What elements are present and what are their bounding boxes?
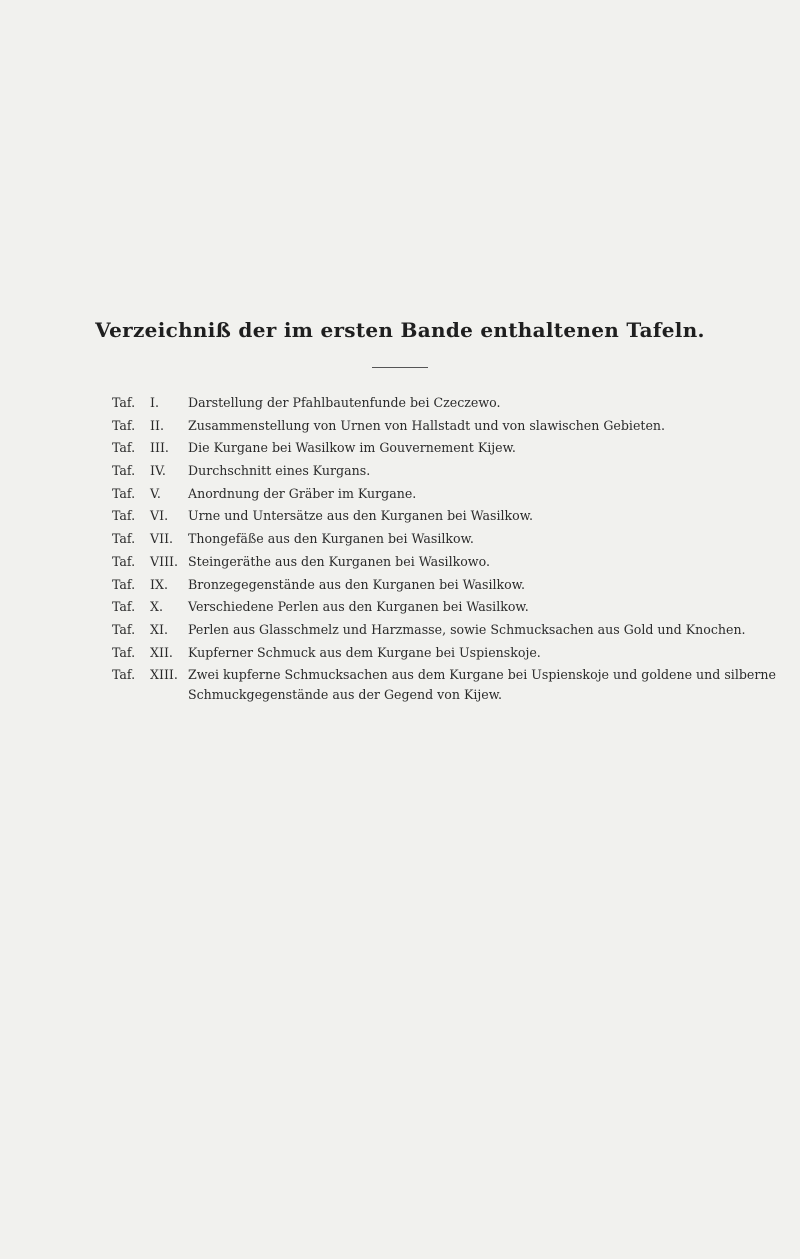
plate-abbr: Taf.: [112, 667, 136, 683]
plate-number: III.: [150, 440, 169, 456]
plate-label: [112, 552, 188, 572]
plate-number: V.: [150, 485, 161, 501]
plate-number: IV.: [150, 463, 166, 479]
plate-abbr: Taf.: [112, 553, 136, 569]
plate-label: [112, 665, 188, 685]
plate-abbr: Taf.: [112, 576, 136, 592]
plate-label: [112, 575, 188, 595]
plate-number: XII.: [150, 644, 173, 660]
list-item: [112, 416, 792, 436]
plate-abbr: Taf.: [112, 621, 136, 637]
plate-label: [112, 597, 188, 617]
plate-abbr: Taf.: [112, 508, 136, 524]
plate-label: [112, 461, 188, 481]
plate-label: [112, 484, 188, 504]
plate-label: [112, 416, 188, 436]
plate-description: Zusammenstellung von Urnen von Hallstadt und von slawischen Gebieten.: [188, 417, 666, 433]
plate-label: [112, 393, 188, 413]
plate-label: [112, 438, 188, 458]
plate-description: Die Kurgane bei Wasilkow im Gouvernement Kijew.: [188, 440, 516, 456]
plate-description: Bronzegegenstände aus den Kurganen bei Wasilkow.: [188, 576, 526, 592]
plate-label: [112, 506, 188, 526]
list-item: [112, 575, 792, 595]
plate-description: Zwei kupferne Schmucksachen aus dem Kurgane bei Uspienskoje und goldene und silberne Schmuckgegenstände aus der Gegend von Kijew.: [188, 667, 776, 702]
plate-abbr: Taf.: [112, 644, 136, 660]
list-item: [112, 643, 792, 663]
plate-number: VIII.: [150, 553, 179, 569]
plate-description: Anordnung der Gräber im Kurgane.: [188, 485, 417, 501]
plate-abbr: Taf.: [112, 440, 136, 456]
plate-abbr: Taf.: [112, 417, 136, 433]
plate-description: Durchschnitt eines Kurgans.: [188, 463, 371, 479]
list-item: [112, 620, 792, 640]
plate-abbr: Taf.: [112, 531, 136, 547]
plate-number: XI.: [150, 621, 168, 637]
plate-description: Kupferner Schmuck aus dem Kurgane bei Uspienskoje.: [188, 644, 541, 660]
plate-label: [112, 620, 188, 640]
list-item: [112, 665, 792, 704]
plate-label: [112, 529, 188, 549]
list-item: [112, 484, 792, 504]
plates-list: [112, 393, 792, 708]
plate-number: VI.: [150, 508, 169, 524]
list-item: [112, 506, 792, 526]
plate-number: II.: [150, 417, 164, 433]
plate-description: Thongefäße aus den Kurganen bei Wasilkow.: [188, 531, 474, 547]
plate-abbr: Taf.: [112, 485, 136, 501]
list-item: [112, 597, 792, 617]
plate-abbr: Taf.: [112, 395, 136, 410]
plate-number: I.: [150, 395, 159, 410]
plate-description: Steingeräthe aus den Kurganen bei Wasilkowo.: [188, 553, 490, 569]
list-item: [112, 438, 792, 458]
list-item: [112, 393, 792, 413]
page-title: Verzeichniß der im ersten Bande enthaltenen Tafeln.: [95, 318, 705, 342]
plate-description: Darstellung der Pfahlbautenfunde bei Czeczewo.: [188, 395, 501, 410]
plate-number: VII.: [150, 531, 174, 547]
title-divider: [372, 367, 428, 368]
list-item: [112, 529, 792, 549]
plate-number: IX.: [150, 576, 168, 592]
plate-label: [112, 643, 188, 663]
plate-description: Perlen aus Glasschmelz und Harzmasse, sowie Schmucksachen aus Gold und Knochen.: [188, 621, 746, 637]
plate-description: Urne und Untersätze aus den Kurganen bei Wasilkow.: [188, 508, 534, 524]
plate-abbr: Taf.: [112, 599, 136, 615]
plate-abbr: Taf.: [112, 463, 136, 479]
plate-number: X.: [150, 599, 163, 615]
plate-description: Verschiedene Perlen aus den Kurganen bei Wasilkow.: [188, 599, 529, 615]
list-item: [112, 461, 792, 481]
list-item: [112, 552, 792, 572]
plate-number: XIII.: [150, 667, 178, 683]
